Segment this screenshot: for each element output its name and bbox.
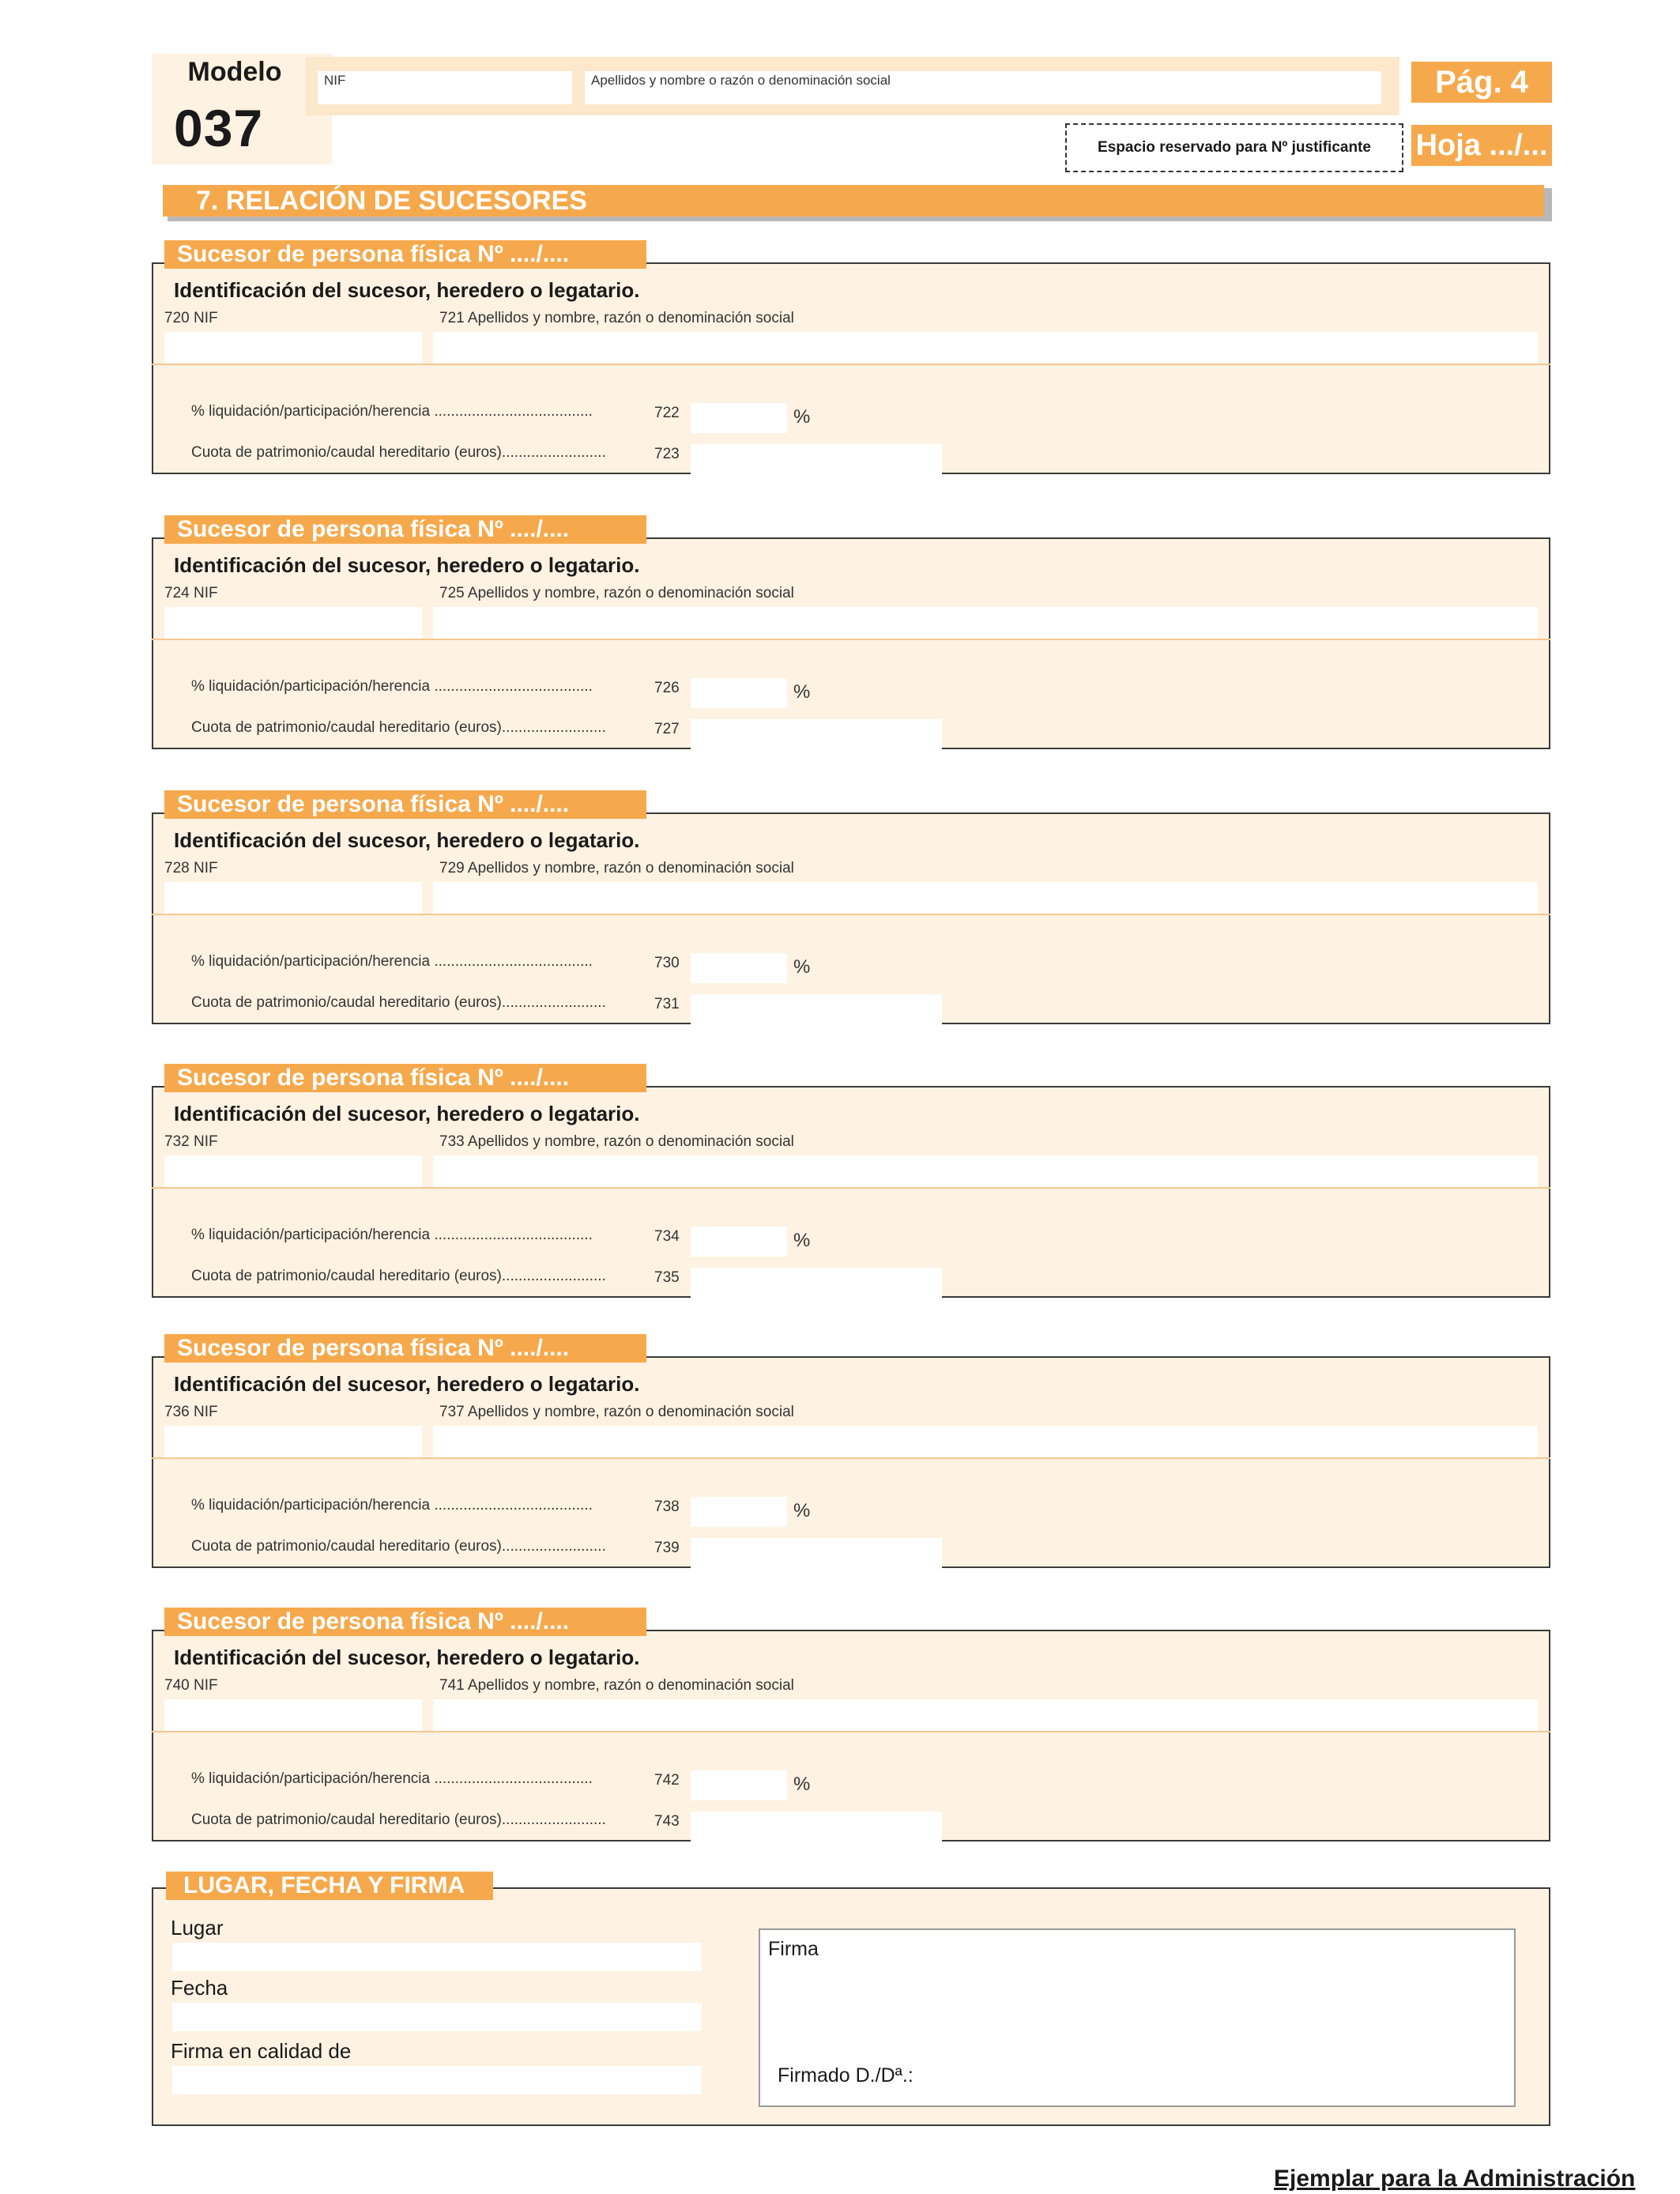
name-label: 741 Apellidos y nombre, razón o denominación social — [439, 1677, 794, 1694]
nif-label: 736 NIF — [164, 1404, 218, 1420]
modelo-number: 037 — [174, 99, 264, 157]
quota-label: Cuota de patrimonio/caudal hereditario (euros)......................... — [191, 1268, 606, 1284]
pct-code: 738 — [654, 1498, 680, 1515]
nif-input[interactable] — [164, 1426, 422, 1457]
block-separator — [152, 1457, 1550, 1459]
successor-block — [152, 515, 1550, 749]
block-separator — [152, 364, 1550, 365]
name-input[interactable] — [433, 1699, 1538, 1731]
block-separator — [152, 914, 1550, 915]
name-label: 737 Apellidos y nombre, razón o denominación social — [439, 1404, 794, 1420]
quota-code: 731 — [654, 996, 680, 1012]
quota-label: Cuota de patrimonio/caudal hereditario (euros)......................... — [191, 1811, 606, 1828]
pct-input[interactable] — [691, 953, 787, 983]
nif-label: 740 NIF — [164, 1677, 218, 1694]
quota-label: Cuota de patrimonio/caudal hereditario (euros)......................... — [191, 1538, 606, 1555]
lugar-label: Lugar — [171, 1916, 224, 1940]
quota-code: 723 — [654, 446, 680, 462]
successor-ident-heading: Identificación del sucesor, heredero o legatario. — [174, 1646, 640, 1669]
pct-label: % liquidación/participación/herencia ...................................... — [191, 953, 593, 970]
footer-copy-label: Ejemplar para la Administración — [1274, 2166, 1636, 2192]
pct-sign: % — [793, 681, 811, 703]
pct-input[interactable] — [691, 1227, 787, 1257]
quota-input[interactable] — [691, 1268, 942, 1298]
reserved-space: Espacio reservado para Nº justificante — [1065, 123, 1403, 172]
successor-block — [152, 1608, 1550, 1842]
successor-tab: Sucesor de persona física Nº ..../.... — [164, 240, 646, 269]
pct-input[interactable] — [691, 1770, 787, 1800]
successor-ident-heading: Identificación del sucesor, heredero o legatario. — [174, 278, 640, 302]
nif-input[interactable] — [164, 607, 422, 639]
nif-input[interactable] — [164, 332, 422, 364]
pct-code: 742 — [654, 1772, 680, 1789]
successor-block — [152, 240, 1550, 474]
quota-code: 735 — [654, 1269, 680, 1286]
successor-block — [152, 1334, 1550, 1568]
pct-sign: % — [793, 1230, 811, 1251]
quota-input[interactable] — [691, 1538, 942, 1568]
name-label: 725 Apellidos y nombre, razón o denominación social — [439, 585, 794, 601]
pct-label: % liquidación/participación/herencia ...................................... — [191, 1497, 593, 1514]
header-name-field[interactable] — [585, 71, 1381, 104]
place-section-title: LUGAR, FECHA Y FIRMA — [166, 1872, 493, 1900]
fecha-input[interactable] — [172, 2003, 702, 2031]
quota-code: 727 — [654, 721, 680, 737]
successor-ident-heading: Identificación del sucesor, heredero o legatario. — [174, 1102, 640, 1125]
section-title: 7. RELACIÓN DE SUCESORES — [163, 185, 1544, 217]
pct-code: 734 — [654, 1228, 680, 1245]
nif-label: 724 NIF — [164, 585, 218, 601]
name-input[interactable] — [433, 1426, 1538, 1457]
successor-block — [152, 1064, 1550, 1298]
calidad-label: Firma en calidad de — [171, 2039, 352, 2063]
quota-label: Cuota de patrimonio/caudal hereditario (euros)......................... — [191, 719, 606, 736]
pct-label: % liquidación/participación/herencia ...................................... — [191, 1770, 593, 1787]
pct-sign: % — [793, 956, 811, 978]
modelo-label: Modelo — [187, 57, 282, 87]
pct-sign: % — [793, 1774, 811, 1795]
name-input[interactable] — [433, 607, 1538, 639]
successor-ident-heading: Identificación del sucesor, heredero o legatario. — [174, 828, 640, 852]
successor-tab: Sucesor de persona física Nº ..../.... — [164, 1334, 646, 1363]
header-nif-field[interactable] — [318, 71, 572, 104]
nif-label: 732 NIF — [164, 1133, 218, 1150]
name-input[interactable] — [433, 332, 1538, 364]
pct-input[interactable] — [691, 1497, 787, 1527]
block-separator — [152, 1731, 1550, 1732]
quota-input[interactable] — [691, 719, 942, 749]
pct-input[interactable] — [691, 403, 787, 433]
nif-input[interactable] — [164, 1699, 422, 1731]
name-label: 733 Apellidos y nombre, razón o denominación social — [439, 1133, 794, 1150]
quota-input[interactable] — [691, 994, 942, 1024]
name-label: 729 Apellidos y nombre, razón o denominación social — [439, 860, 794, 876]
quota-label: Cuota de patrimonio/caudal hereditario (euros)......................... — [191, 994, 606, 1011]
quota-code: 743 — [654, 1813, 680, 1830]
pct-label: % liquidación/participación/herencia ...................................... — [191, 678, 593, 695]
successor-tab: Sucesor de persona física Nº ..../.... — [164, 515, 646, 544]
fecha-label: Fecha — [171, 1976, 228, 2000]
successor-tab: Sucesor de persona física Nº ..../.... — [164, 790, 646, 819]
nif-label: 728 NIF — [164, 860, 218, 876]
nif-input[interactable] — [164, 882, 422, 914]
pct-sign: % — [793, 406, 811, 428]
successor-ident-heading: Identificación del sucesor, heredero o legatario. — [174, 553, 640, 577]
calidad-input[interactable] — [172, 2066, 702, 2094]
lugar-input[interactable] — [172, 1943, 702, 1971]
firmado-label: Firmado D./Dª.: — [778, 2064, 913, 2087]
header-nif-label: NIF — [324, 73, 346, 88]
quota-label: Cuota de patrimonio/caudal hereditario (euros)......................... — [191, 444, 606, 461]
modelo-box — [152, 54, 332, 164]
sheet-number: Hoja .../... — [1411, 125, 1552, 166]
pct-label: % liquidación/participación/herencia ...................................... — [191, 1227, 593, 1243]
nif-input[interactable] — [164, 1155, 422, 1187]
successor-tab: Sucesor de persona física Nº ..../.... — [164, 1064, 646, 1092]
firma-label: Firma — [768, 1938, 819, 1960]
name-input[interactable] — [433, 1155, 1538, 1187]
pct-code: 722 — [654, 405, 680, 421]
successor-block — [152, 790, 1550, 1024]
pct-code: 726 — [654, 680, 680, 696]
nif-label: 720 NIF — [164, 310, 218, 326]
quota-input[interactable] — [691, 444, 942, 474]
block-separator — [152, 639, 1550, 640]
header-name-label: Apellidos y nombre o razón o denominación social — [591, 73, 891, 88]
pct-label: % liquidación/participación/herencia ...................................... — [191, 403, 593, 420]
pct-sign: % — [793, 1500, 811, 1521]
pct-input[interactable] — [691, 678, 787, 708]
name-input[interactable] — [433, 882, 1538, 914]
successor-tab: Sucesor de persona física Nº ..../.... — [164, 1608, 646, 1636]
quota-input[interactable] — [691, 1811, 942, 1842]
page-number: Pág. 4 — [1411, 62, 1552, 103]
pct-code: 730 — [654, 955, 680, 971]
successor-ident-heading: Identificación del sucesor, heredero o legatario. — [174, 1372, 640, 1396]
block-separator — [152, 1187, 1550, 1189]
signature-box[interactable] — [759, 1928, 1516, 2107]
name-label: 721 Apellidos y nombre, razón o denominación social — [439, 310, 794, 326]
quota-code: 739 — [654, 1540, 680, 1556]
